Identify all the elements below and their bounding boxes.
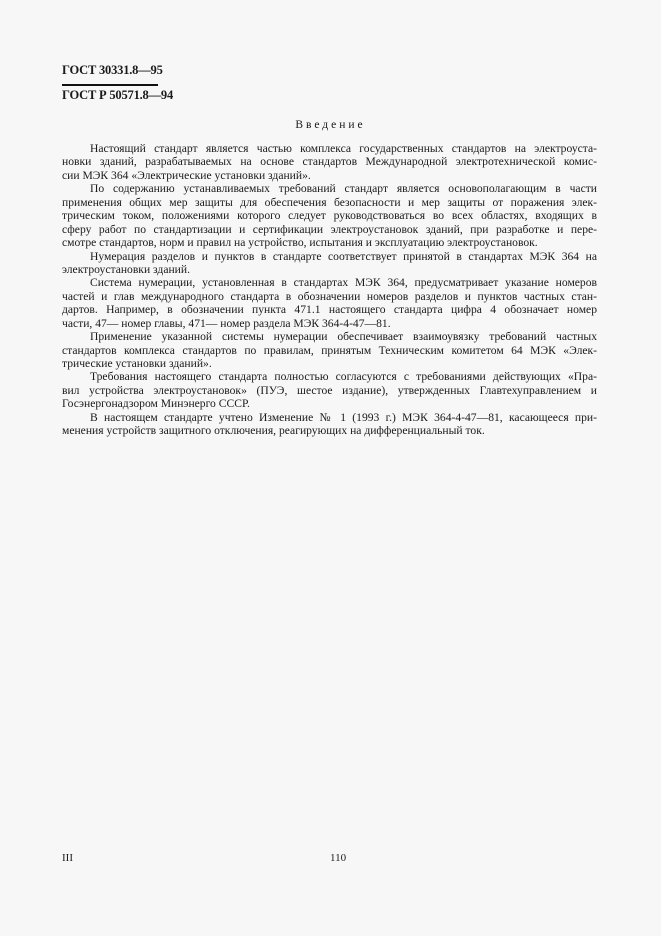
standard-designation-1: ГОСТ 30331.8—95 (62, 63, 163, 77)
text-line: По содержанию устанавливаемых требований стандарт является основополагающим в части (90, 182, 597, 196)
roman-page-number: III (62, 852, 73, 864)
text-line: Система нумерации, установленная в стандартах МЭК 364, предусматривает указание номеров (90, 276, 597, 290)
text-line: сии МЭК 364 «Электрические установки зданий». (62, 168, 311, 182)
text-line: дартов. Например, в обозначении пункта 471.1 настоящего стандарта цифра 4 обозначает номер (62, 303, 597, 317)
text-line: трические установки зданий». (62, 357, 212, 370)
text-line: электроустановки зданий. (62, 262, 190, 276)
paragraph (62, 182, 597, 249)
text-line: части, 47— номер главы, 471— номер раздела МЭК 364-4-47—81. (62, 316, 391, 330)
header-divider (62, 84, 158, 86)
paragraph (62, 142, 597, 182)
text-line: частей и глав международного стандарта в обозначении номеров разделов и пунктов частных стан- (62, 289, 597, 303)
text-line: Госэнергонадзором Минэнерго СССР. (62, 397, 250, 411)
text-line: новки зданий, разрабатываемых на основе стандартов Международной электротехнической комис- (62, 155, 597, 169)
page-number: 110 (330, 852, 347, 864)
text-line: трическим током, положениями которого следует руководствоваться во всех областях, входящих в (62, 209, 597, 223)
text-line: применения общих мер защиты для обеспечения безопасности и мер защиты от поражения элек- (62, 195, 597, 209)
text-line: стандартов комплекса стандартов по правилам, принятым Техническим комитетом 64 МЭК «Элек- (62, 343, 597, 357)
text-line: Нумерация разделов и пунктов в стандарте соответствует принятой в стандартах МЭК 364 на (90, 249, 597, 263)
document-body (62, 142, 597, 438)
text-line: В настоящем стандарте учтено Изменение № 1 (1993 г.) МЭК 364-4-47—81, касающееся при- (90, 410, 597, 424)
text-line: Применение указанной системы нумерации обеспечивает взаимоувязку требований частных (90, 330, 597, 344)
paragraph (62, 411, 597, 438)
standard-designation-2: ГОСТ Р 50571.8—94 (62, 88, 173, 102)
text-line: сферу работ по стандартизации и сертификации электроустановок зданий, при разработке и пере- (62, 222, 597, 236)
paragraph (62, 276, 597, 330)
paragraph (62, 330, 597, 370)
text-line: менения устройств защитного отключения, реагирующих на дифференциальный ток. (62, 424, 485, 438)
text-line: Настоящий стандарт является частью комплекса государственных стандартов на электроуста- (90, 142, 597, 155)
text-line: Требования настоящего стандарта полностью согласуются с требованиями действующих «Пра- (90, 370, 597, 384)
paragraph (62, 370, 597, 410)
paragraph (62, 250, 597, 277)
text-line: вил устройства электроустановок» (ПУЭ, шестое издание), утвержденных Главтехуправлением и (62, 383, 597, 397)
section-title: Введение (295, 119, 366, 131)
text-line: смотре стандартов, норм и правил на устройство, испытания и эксплуатацию электроустановок. (62, 236, 538, 250)
